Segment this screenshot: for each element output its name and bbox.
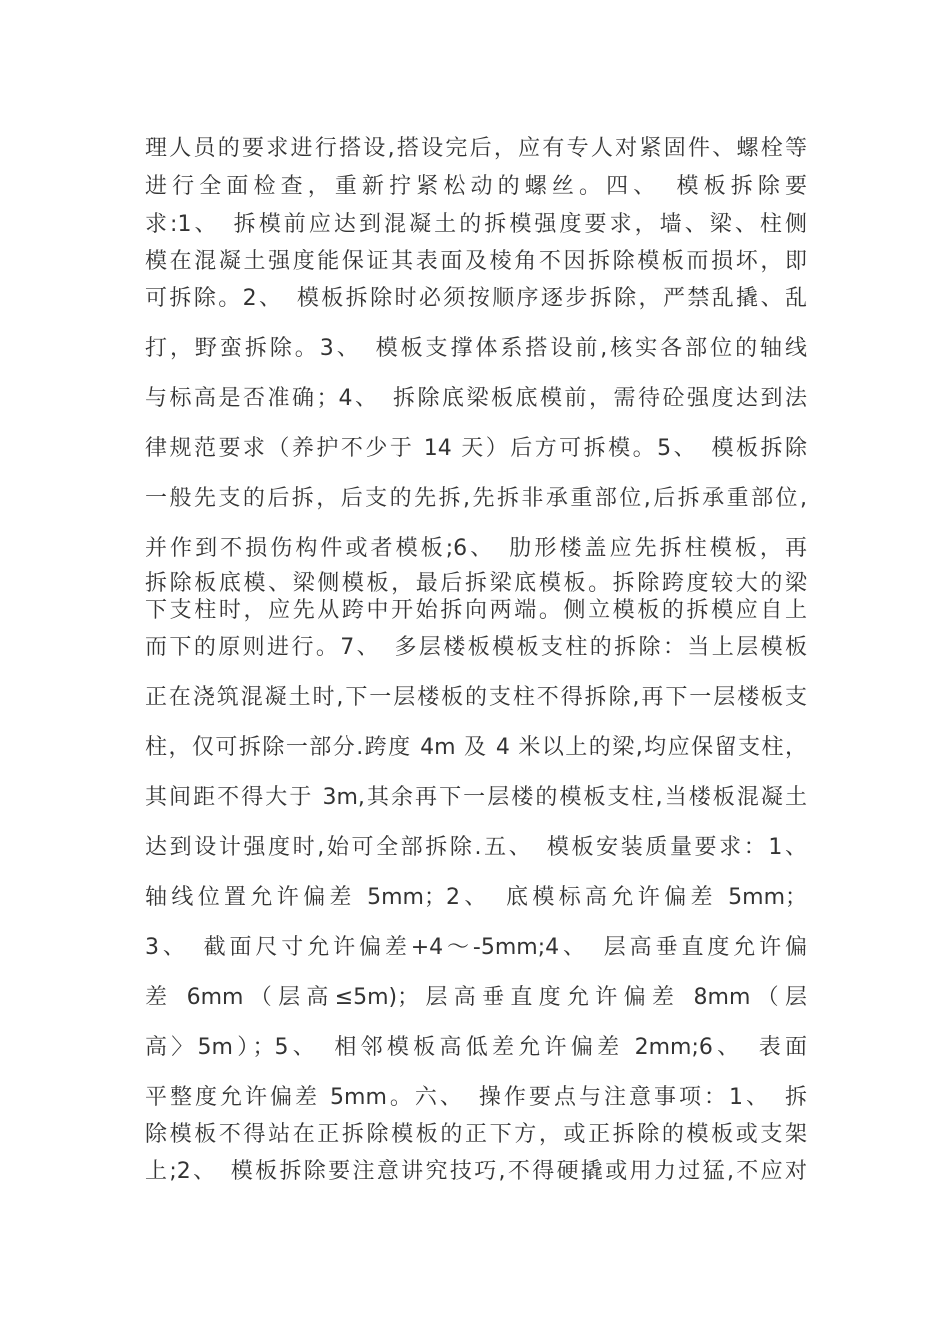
paragraph-line: 进行全面检查，重新拧紧松动的螺丝。四、 模板拆除要: [145, 174, 807, 199]
paragraph-line: 理人员的要求进行搭设,搭设完后，应有专人对紧固件、螺栓等: [145, 136, 807, 161]
paragraph-line: 3、 截面尺寸允许偏差+4～-5mm;4、 层高垂直度允许偏: [145, 935, 807, 960]
paragraph-line: 高〉5m）；5、 相邻模板高低差允许偏差 2mm;6、 表面: [145, 1035, 807, 1060]
paragraph-line: 求:1、 拆模前应达到混凝土的拆模强度要求，墙、梁、柱侧: [145, 212, 807, 237]
paragraph-line: 模在混凝土强度能保证其表面及棱角不因拆除模板而损坏，即: [145, 249, 807, 274]
paragraph-line: 可拆除。2、 模板拆除时必须按顺序逐步拆除，严禁乱撬、乱: [145, 286, 807, 311]
paragraph-line: 打，野蛮拆除。3、 模板支撑体系搭设前,核实各部位的轴线: [145, 336, 807, 361]
paragraph-line: 律规范要求（养护不少于 14 天）后方可拆模。5、 模板拆除: [145, 436, 807, 461]
paragraph-line: 而下的原则进行。7、 多层楼板模板支柱的拆除：当上层模板: [145, 635, 807, 660]
paragraph-line: 差 6mm（层高≤5m)；层高垂直度允许偏差 8mm（层: [145, 985, 807, 1010]
paragraph-line: 除模板不得站在正拆除模板的正下方，或正拆除的模板或支架: [145, 1122, 807, 1147]
paragraph-line: 平整度允许偏差 5mm。六、 操作要点与注意事项：1、 拆: [145, 1085, 807, 1110]
paragraph-line: 其间距不得大于 3m,其余再下一层楼的模板支柱,当楼板混凝土: [145, 785, 807, 810]
paragraph-line: 上;2、 模板拆除要注意讲究技巧,不得硬撬或用力过猛,不应对: [145, 1159, 807, 1184]
paragraph-line: 达到设计强度时,始可全部拆除.五、 模板安装质量要求：1、: [145, 835, 807, 860]
paragraph-line: 正在浇筑混凝土时,下一层楼板的支柱不得拆除,再下一层楼板支: [145, 685, 807, 710]
paragraph-line: 并作到不损伤构件或者模板;6、 肋形楼盖应先拆柱模板，再: [145, 536, 807, 561]
paragraph-line: 轴线位置允许偏差 5mm；2、 底模标高允许偏差 5mm；: [145, 885, 807, 910]
paragraph-line: 与标高是否准确；4、 拆除底梁板底模前，需待砼强度达到法: [145, 386, 807, 411]
paragraph-line: 一般先支的后拆，后支的先拆,先拆非承重部位,后拆承重部位,: [145, 486, 807, 511]
paragraph-line: 柱，仅可拆除一部分.跨度 4m 及 4 米以上的梁,均应保留支柱，: [145, 735, 807, 760]
paragraph-line: 拆除板底模、梁侧模板，最后拆梁底模板。拆除跨度较大的梁: [145, 571, 807, 596]
paragraph-line: 下支柱时，应先从跨中开始拆向两端。侧立模板的拆模应自上: [145, 598, 807, 623]
